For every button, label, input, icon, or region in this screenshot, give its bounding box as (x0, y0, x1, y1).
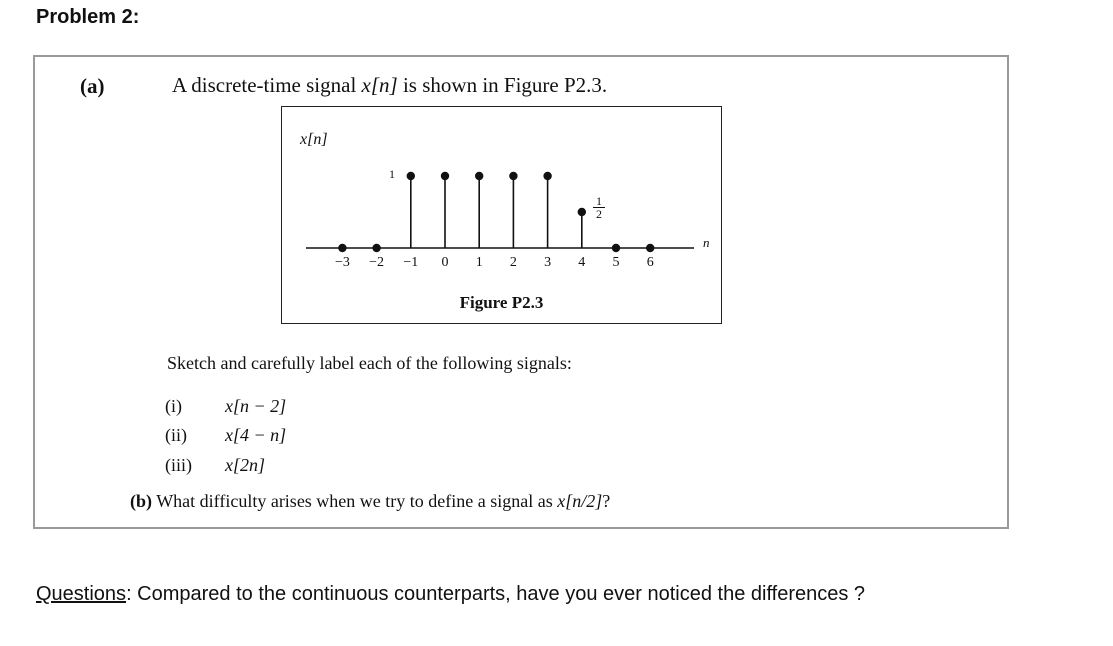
tick-label: 4 (578, 255, 586, 270)
value-label-half-denominator: 2 (596, 207, 602, 221)
stem-point (509, 172, 517, 180)
stem-point (441, 172, 449, 180)
part-b-text: What difficulty arises when we try to define a signal as (156, 491, 558, 511)
value-label-half (593, 195, 605, 220)
tick-label: 0 (441, 255, 449, 270)
item-ii (165, 425, 286, 446)
item-expression: x[4 − n] (225, 425, 287, 445)
part-b (130, 491, 610, 512)
tick-label: −2 (369, 255, 385, 270)
value-label-half-numerator: 1 (593, 195, 605, 208)
tick-label: 5 (612, 255, 620, 270)
part-a-intro-before: A discrete-time signal (172, 73, 362, 97)
item-expression: x[2n] (225, 455, 265, 475)
part-a-intro-after: is shown in Figure P2.3. (397, 73, 608, 97)
item-number: (i) (165, 396, 182, 416)
part-a-label: (a) (80, 74, 105, 98)
figure-y-label: x[n] (300, 131, 328, 148)
questions-label: Questions (36, 583, 127, 605)
stem-point (578, 208, 586, 216)
figure-caption: Figure P2.3 (459, 293, 544, 312)
tick-label: 6 (646, 255, 654, 270)
stem-point (372, 244, 380, 252)
value-label-one: 1 (389, 167, 395, 181)
stem-point (407, 172, 415, 180)
stem-point (338, 244, 346, 252)
stem-point (646, 244, 654, 252)
part-b-end: ? (602, 491, 611, 511)
questions-text: : Compared to the continuous counterparts, have you ever noticed the differences ? (126, 583, 866, 605)
stem-point (543, 172, 551, 180)
item-number: (ii) (165, 425, 187, 445)
instruction-text: Sketch and carefully label each of the following signals: (167, 353, 572, 373)
tick-label: −1 (403, 255, 419, 270)
item-i (165, 396, 286, 417)
stem-point (612, 244, 620, 252)
tick-label: 3 (544, 255, 552, 270)
tick-label: 2 (509, 255, 517, 270)
part-b-label: (b) (130, 491, 152, 511)
tick-label: −3 (334, 255, 350, 270)
part-b-signal: x[n/2] (557, 491, 603, 511)
item-number: (iii) (165, 455, 192, 475)
tick-label: 1 (475, 255, 483, 270)
figure-n-axis-label: n (703, 235, 710, 250)
problem-title: Problem 2: (36, 6, 140, 28)
item-iii (165, 455, 265, 476)
item-expression: x[n − 2] (225, 396, 287, 416)
stem-point (475, 172, 483, 180)
questions-line (36, 583, 865, 606)
part-a-text (172, 73, 607, 98)
part-a-signal: x[n] (361, 73, 398, 97)
figure-p2-3 (281, 106, 722, 324)
